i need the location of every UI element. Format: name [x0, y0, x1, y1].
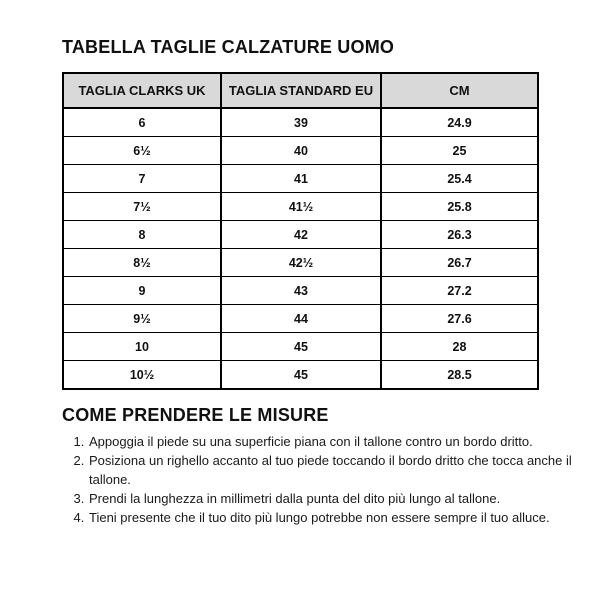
instruction-step: 3. Prendi la lunghezza in millimetri dalla punta del dito più lungo al tallone. — [88, 489, 590, 508]
table-cell-cm: 27.6 — [381, 305, 538, 333]
table-cell-uk: 10 — [63, 333, 221, 361]
table-row — [63, 108, 538, 137]
table-row — [63, 165, 538, 193]
table-cell-uk: 9½ — [63, 305, 221, 333]
table-cell-cm: 28.5 — [381, 361, 538, 390]
table-row — [63, 221, 538, 249]
table-cell-cm: 25.4 — [381, 165, 538, 193]
measure-section-heading: COME PRENDERE LE MISURE — [62, 405, 329, 425]
table-row — [63, 249, 538, 277]
table-cell-cm: 24.9 — [381, 108, 538, 137]
table-cell-eu: 41 — [221, 165, 381, 193]
table-cell-cm: 26.7 — [381, 249, 538, 277]
page-title: TABELLA TAGLIE CALZATURE UOMO — [62, 37, 395, 57]
table-cell-cm: 28 — [381, 333, 538, 361]
table-cell-cm: 25 — [381, 137, 538, 165]
table-row — [63, 361, 538, 390]
size-table — [62, 72, 539, 390]
table-cell-eu: 45 — [221, 361, 381, 390]
table-cell-eu: 43 — [221, 277, 381, 305]
table-cell-uk: 7½ — [63, 193, 221, 221]
column-header-eu: TAGLIA STANDARD EU — [221, 73, 381, 108]
table-cell-uk: 8½ — [63, 249, 221, 277]
table-cell-eu: 41½ — [221, 193, 381, 221]
instruction-step: 4. Tieni presente che il tuo dito più lungo potrebbe non essere sempre il tuo alluce. — [88, 508, 590, 527]
table-cell-eu: 45 — [221, 333, 381, 361]
table-cell-eu: 42 — [221, 221, 381, 249]
table-cell-uk: 6 — [63, 108, 221, 137]
table-cell-eu: 42½ — [221, 249, 381, 277]
size-table-head — [63, 73, 538, 108]
table-cell-eu: 40 — [221, 137, 381, 165]
instructions-list — [62, 432, 590, 527]
table-cell-cm: 25.8 — [381, 193, 538, 221]
table-row — [63, 305, 538, 333]
column-header-cm: CM — [381, 73, 538, 108]
table-cell-uk: 6½ — [63, 137, 221, 165]
table-cell-eu: 44 — [221, 305, 381, 333]
table-row — [63, 277, 538, 305]
table-row — [63, 137, 538, 165]
table-row — [63, 193, 538, 221]
size-table-body — [63, 108, 538, 389]
table-cell-eu: 39 — [221, 108, 381, 137]
table-cell-cm: 26.3 — [381, 221, 538, 249]
table-cell-uk: 8 — [63, 221, 221, 249]
column-header-uk: TAGLIA CLARKS UK — [63, 73, 221, 108]
instruction-step: 2. Posiziona un righello accanto al tuo piede toccando il bordo dritto che tocca anche il tallone. — [88, 451, 590, 489]
table-cell-uk: 9 — [63, 277, 221, 305]
table-header-row — [63, 73, 538, 108]
table-cell-uk: 10½ — [63, 361, 221, 390]
instruction-step: 1. Appoggia il piede su una superficie piana con il tallone contro un bordo dritto. — [88, 432, 590, 451]
table-row — [63, 333, 538, 361]
table-cell-cm: 27.2 — [381, 277, 538, 305]
table-cell-uk: 7 — [63, 165, 221, 193]
